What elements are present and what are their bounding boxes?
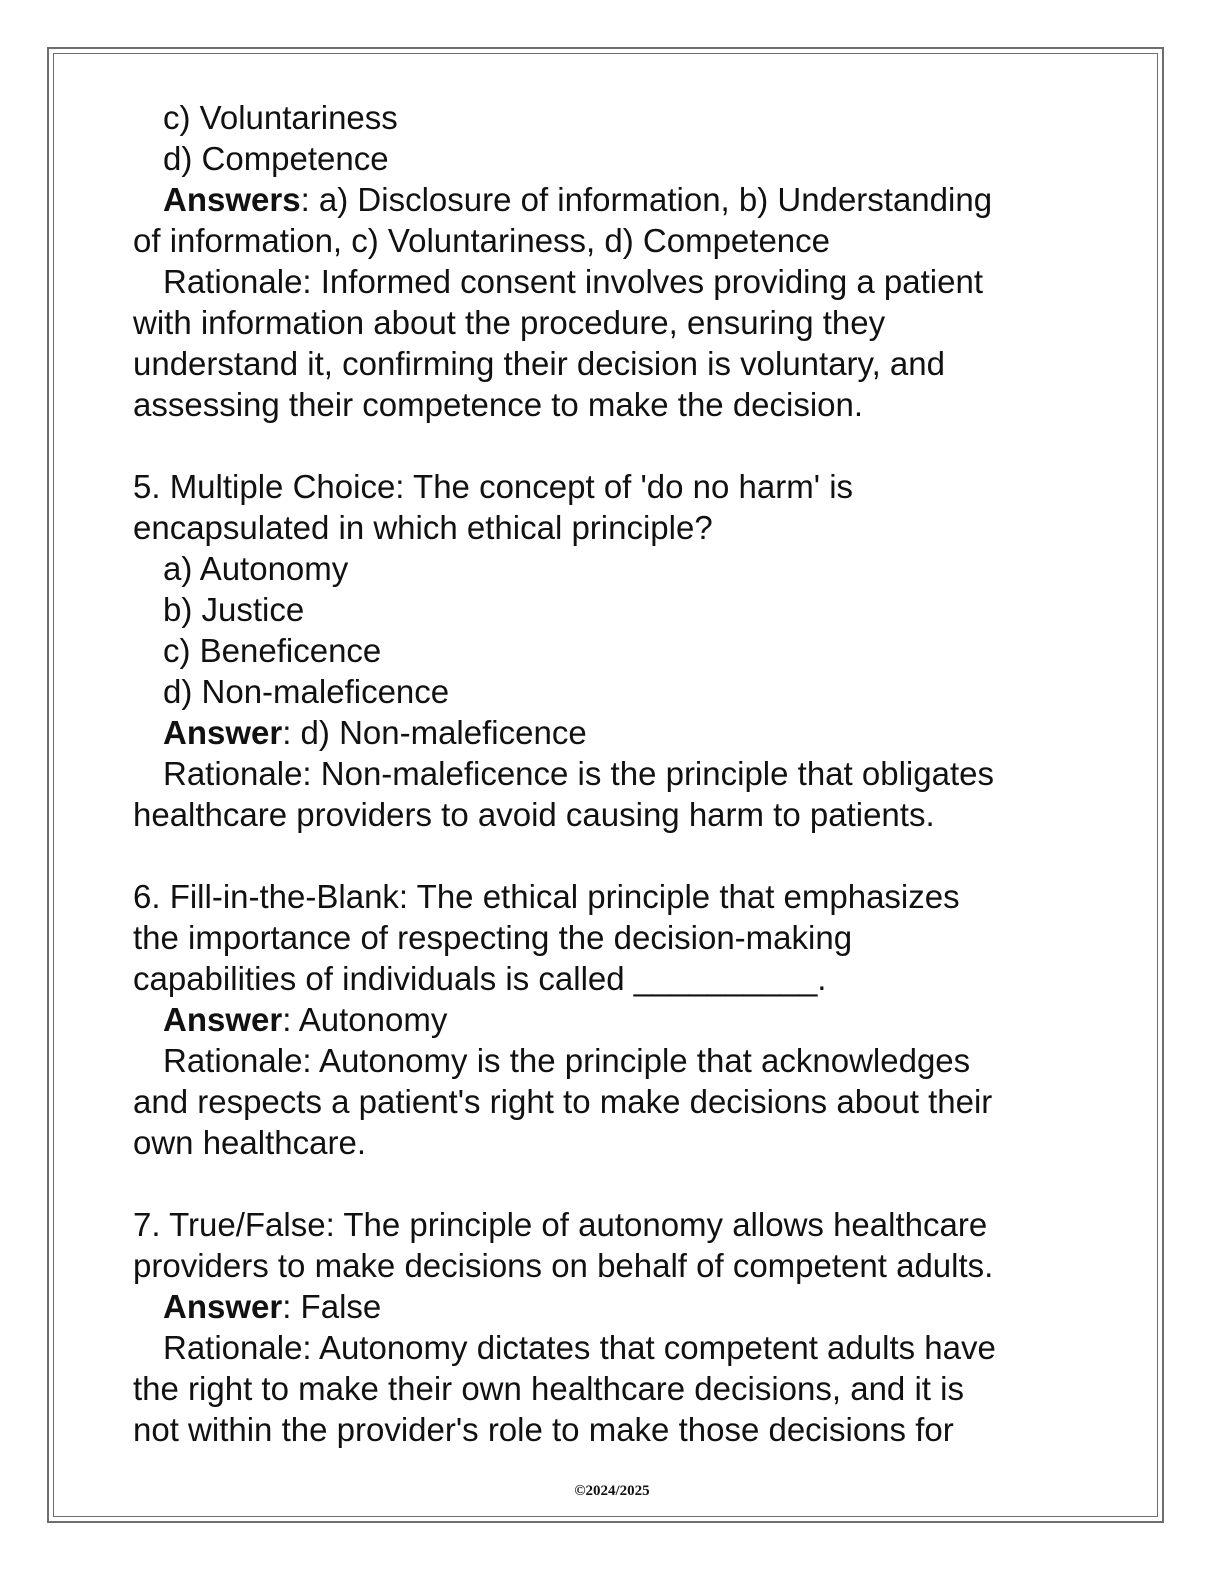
- option-b: b) Justice: [163, 591, 305, 628]
- spacer: [133, 1163, 1093, 1204]
- question-text: providers to make decisions on behalf of competent adults.: [133, 1247, 994, 1284]
- answer-label: Answer: [163, 1001, 283, 1038]
- document-body: [133, 97, 1093, 1450]
- answer-text: : a) Disclosure of information, b) Understanding: [300, 181, 993, 218]
- rationale-line: understand it, confirming their decision is voluntary, and: [133, 345, 945, 382]
- answer-text: : Autonomy: [282, 1001, 448, 1038]
- answer-line: [133, 999, 1093, 1040]
- question-text: encapsulated in which ethical principle?: [133, 509, 713, 546]
- rationale-line: and respects a patient's right to make decisions about their: [133, 1083, 993, 1120]
- rationale-line: Rationale: Autonomy dictates that competent adults have: [163, 1329, 996, 1366]
- option-a: a) Autonomy: [163, 550, 349, 587]
- option-d: d) Non-maleficence: [163, 673, 450, 710]
- rationale-line: with information about the procedure, ensuring they: [133, 304, 886, 341]
- copyright-footer: ©2024/2025: [574, 1483, 650, 1499]
- question-text: 6. Fill-in-the-Blank: The ethical principle that emphasizes: [133, 878, 960, 915]
- question-6: [133, 876, 1093, 1163]
- answer-text-continued: of information, c) Voluntariness, d) Competence: [133, 222, 831, 259]
- question-7: [133, 1204, 1093, 1450]
- option-d: d) Competence: [163, 140, 389, 177]
- question-text: the importance of respecting the decision-making: [133, 919, 853, 956]
- answer-line: [133, 712, 1093, 753]
- option-c: c) Beneficence: [163, 632, 382, 669]
- spacer: [133, 835, 1093, 876]
- rationale-line: the right to make their own healthcare decisions, and it is: [133, 1370, 964, 1407]
- answer-line: [133, 179, 1093, 220]
- answer-label: Answer: [163, 714, 283, 751]
- question-text: capabilities of individuals is called __________.: [133, 960, 827, 997]
- rationale-line: assessing their competence to make the decision.: [133, 386, 864, 423]
- answer-label: Answer: [163, 1288, 283, 1325]
- rationale-line: not within the provider's role to make those decisions for: [133, 1411, 954, 1448]
- question-4-continuation: [133, 97, 1093, 425]
- answer-text: : False: [282, 1288, 382, 1325]
- option-c: c) Voluntariness: [163, 99, 398, 136]
- question-text: 5. Multiple Choice: The concept of 'do no harm' is: [133, 468, 854, 505]
- rationale-line: healthcare providers to avoid causing harm to patients.: [133, 796, 935, 833]
- answer-line: [133, 1286, 1093, 1327]
- rationale-line: own healthcare.: [133, 1124, 366, 1161]
- answer-text: : d) Non-maleficence: [282, 714, 587, 751]
- question-5: [133, 466, 1093, 835]
- rationale-line: Rationale: Autonomy is the principle that acknowledges: [163, 1042, 971, 1079]
- answer-label: Answers: [163, 181, 301, 218]
- question-text: 7. True/False: The principle of autonomy allows healthcare: [133, 1206, 988, 1243]
- spacer: [133, 425, 1093, 466]
- rationale-line: Rationale: Informed consent involves providing a patient: [163, 263, 983, 300]
- rationale-line: Rationale: Non-maleficence is the principle that obligates: [163, 755, 994, 792]
